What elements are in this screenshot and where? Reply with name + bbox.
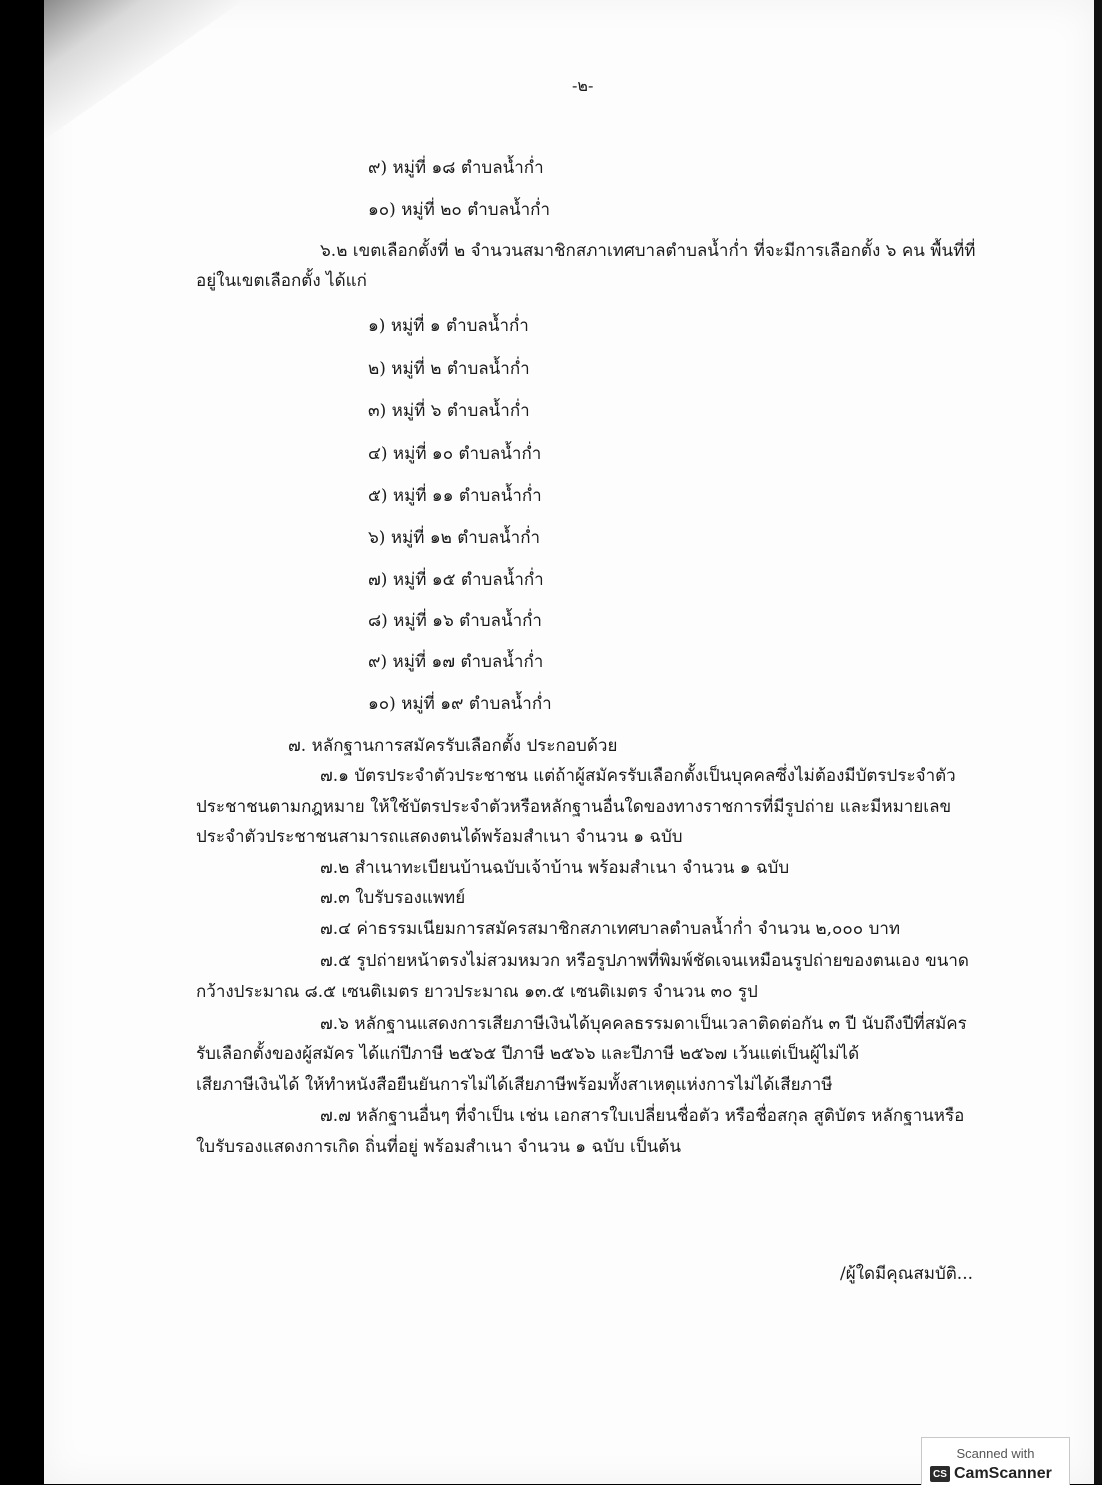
paragraph-line: ๗.๕ รูปถ่ายหน้าตรงไม่สวมหมวก หรือรูปภาพที่พิมพ์ชัดเจนเหมือนรูปถ่ายของตนเอง ขนาด	[320, 951, 969, 971]
paragraph-line: ๗.๗ หลักฐานอื่นๆ ที่จำเป็น เช่น เอกสารใบเปลี่ยนชื่อตัว หรือชื่อสกุล สูติบัตร หลักฐานหรือ	[320, 1106, 965, 1126]
scan-border	[1094, 0, 1102, 1484]
page-number: -๒-	[572, 76, 594, 95]
watermark-caption: Scanned with	[956, 1446, 1035, 1461]
list-item: ๕) หมู่ที่ ๑๑ ตำบลน้ำก่ำ	[368, 486, 542, 506]
paragraph-line: ๗.๑ บัตรประจำตัวประชาชน แต่ถ้าผู้สมัครรับเลือกตั้งเป็นบุคคลซึ่งไม่ต้องมีบัตรประจำตัว	[320, 766, 956, 786]
document-page	[44, 0, 1094, 1484]
list-item: ๔) หมู่ที่ ๑๐ ตำบลน้ำก่ำ	[368, 444, 542, 464]
paragraph-line: ๗.๓ ใบรับรองแพทย์	[320, 888, 466, 908]
section-heading: ๗. หลักฐานการสมัครรับเลือกตั้ง ประกอบด้วย	[288, 736, 618, 756]
paragraph-line: ประชาชนตามกฎหมาย ให้ใช้บัตรประจำตัวหรือหลักฐานอื่นใดของทางราชการที่มีรูปถ่าย และมีหมายเลข	[196, 797, 952, 817]
paragraph-line: กว้างประมาณ ๘.๕ เซนติเมตร ยาวประมาณ ๑๓.๕ เซนติเมตร จำนวน ๓๐ รูป	[196, 982, 758, 1002]
paragraph-line: รับเลือกตั้งของผู้สมัคร ได้แก่ปีภาษี ๒๕๖๕ ปีภาษี ๒๕๖๖ และปีภาษี ๒๕๖๗ เว้นแต่เป็นผู้ไม่ได้	[196, 1044, 860, 1064]
paragraph-line: ประจำตัวประชาชนสามารถแสดงตนได้พร้อมสำเนา จำนวน ๑ ฉบับ	[196, 827, 683, 847]
list-item: ๓) หมู่ที่ ๖ ตำบลน้ำก่ำ	[368, 401, 530, 421]
continuation-note: /ผู้ใดมีคุณสมบัติ...	[840, 1264, 974, 1284]
paragraph-line: ๗.๖ หลักฐานแสดงการเสียภาษีเงินได้บุคคลธรรมดาเป็นเวลาติดต่อกัน ๓ ปี นับถึงปีที่สมัคร	[320, 1014, 967, 1034]
paragraph-line: ใบรับรองแสดงการเกิด ถิ่นที่อยู่ พร้อมสำเนา จำนวน ๑ ฉบับ เป็นต้น	[196, 1137, 681, 1157]
list-item: ๖) หมู่ที่ ๑๒ ตำบลน้ำก่ำ	[368, 528, 541, 548]
paragraph-line: อยู่ในเขตเลือกตั้ง ได้แก่	[196, 271, 367, 291]
paragraph-line: ๗.๒ สำเนาทะเบียนบ้านฉบับเจ้าบ้าน พร้อมสำเนา จำนวน ๑ ฉบับ	[320, 858, 790, 878]
list-item: ๘) หมู่ที่ ๑๖ ตำบลน้ำก่ำ	[368, 611, 542, 631]
camscanner-watermark	[921, 1437, 1070, 1485]
paragraph-line: ๗.๔ ค่าธรรมเนียมการสมัครสมาชิกสภาเทศบาลตำบลน้ำก่ำ จำนวน ๒,๐๐๐ บาท	[320, 919, 901, 939]
list-item: ๑) หมู่ที่ ๑ ตำบลน้ำก่ำ	[368, 316, 529, 336]
camscanner-logo-icon: CS	[930, 1466, 950, 1482]
list-item: ๙) หมู่ที่ ๑๘ ตำบลน้ำก่ำ	[368, 158, 544, 178]
paragraph-line: ๖.๒ เขตเลือกตั้งที่ ๒ จำนวนสมาชิกสภาเทศบาลตำบลน้ำก่ำ ที่จะมีการเลือกตั้ง ๖ คน พื้นที่ที่	[320, 241, 976, 261]
list-item: ๒) หมู่ที่ ๒ ตำบลน้ำก่ำ	[368, 359, 530, 379]
list-item: ๑๐) หมู่ที่ ๑๙ ตำบลน้ำก่ำ	[368, 694, 552, 714]
list-item: ๗) หมู่ที่ ๑๕ ตำบลน้ำก่ำ	[368, 570, 544, 590]
list-item: ๑๐) หมู่ที่ ๒๐ ตำบลน้ำก่ำ	[368, 200, 551, 220]
list-item: ๙) หมู่ที่ ๑๗ ตำบลน้ำก่ำ	[368, 652, 544, 672]
page-corner-fold	[44, 0, 244, 140]
paragraph-line: เสียภาษีเงินได้ ให้ทำหนังสือยืนยันการไม่ได้เสียภาษีพร้อมทั้งสาเหตุแห่งการไม่ได้เสียภาษี	[196, 1075, 833, 1095]
watermark-brand: CamScanner	[954, 1465, 1052, 1482]
